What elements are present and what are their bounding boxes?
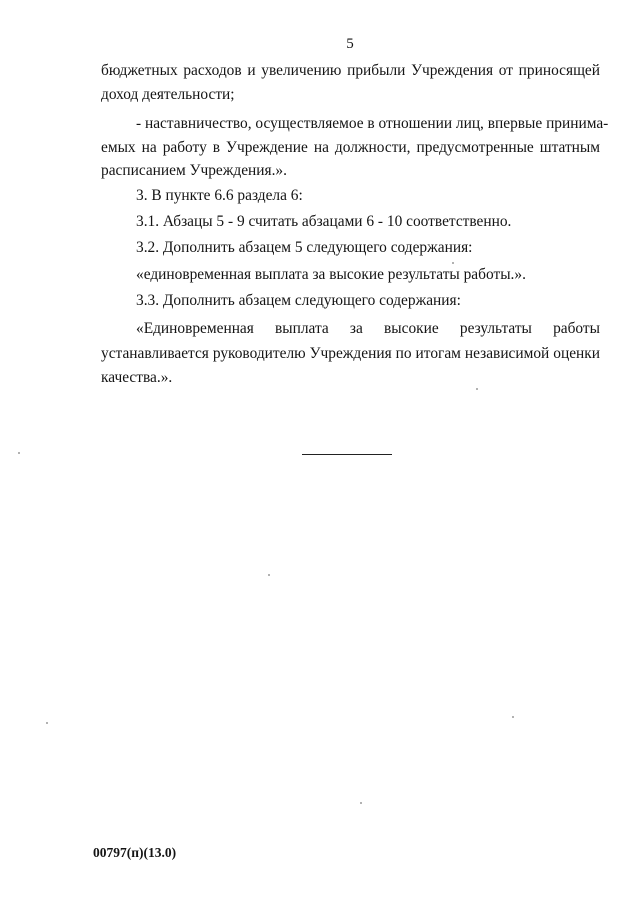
text-line: 3.1. Абзацы 5 - 9 считать абзацами 6 - 10 соответственно. <box>136 213 512 230</box>
text-line: расписанием Учреждения.». <box>101 162 287 179</box>
text-line: бюджетных расходов и увеличению прибыли Учреждения от приносящей <box>101 62 600 79</box>
text-line: - наставничество, осуществляемое в отношении лиц, впервые принима- <box>136 115 609 132</box>
scan-speck <box>452 262 454 264</box>
text-line: 3.3. Дополнить абзацем следующего содержания: <box>136 292 461 309</box>
document-code: 00797(п)(13.0) <box>93 845 177 860</box>
text-line: емых на работу в Учреждение на должности, предусмотренные штатным <box>101 139 600 156</box>
text-line: 3.2. Дополнить абзацем 5 следующего содержания: <box>136 239 473 256</box>
text-line: качества.». <box>101 369 173 386</box>
divider-line <box>302 454 392 455</box>
text-line: «Единовременная выплата за высокие результаты работы <box>136 320 600 337</box>
text-line: устанавливается руководителю Учреждения по итогам независимой оценки <box>101 345 600 362</box>
scan-speck <box>476 388 478 390</box>
page-number: 5 <box>346 36 354 52</box>
text-line: доход деятельности; <box>101 86 235 103</box>
scan-speck <box>360 802 362 804</box>
scan-speck <box>18 452 20 454</box>
text-line: «единовременная выплата за высокие результаты работы.». <box>136 266 526 283</box>
scan-speck <box>268 574 270 576</box>
scan-speck <box>46 722 48 724</box>
scan-speck <box>512 716 514 718</box>
text-line: 3. В пункте 6.6 раздела 6: <box>136 187 303 204</box>
